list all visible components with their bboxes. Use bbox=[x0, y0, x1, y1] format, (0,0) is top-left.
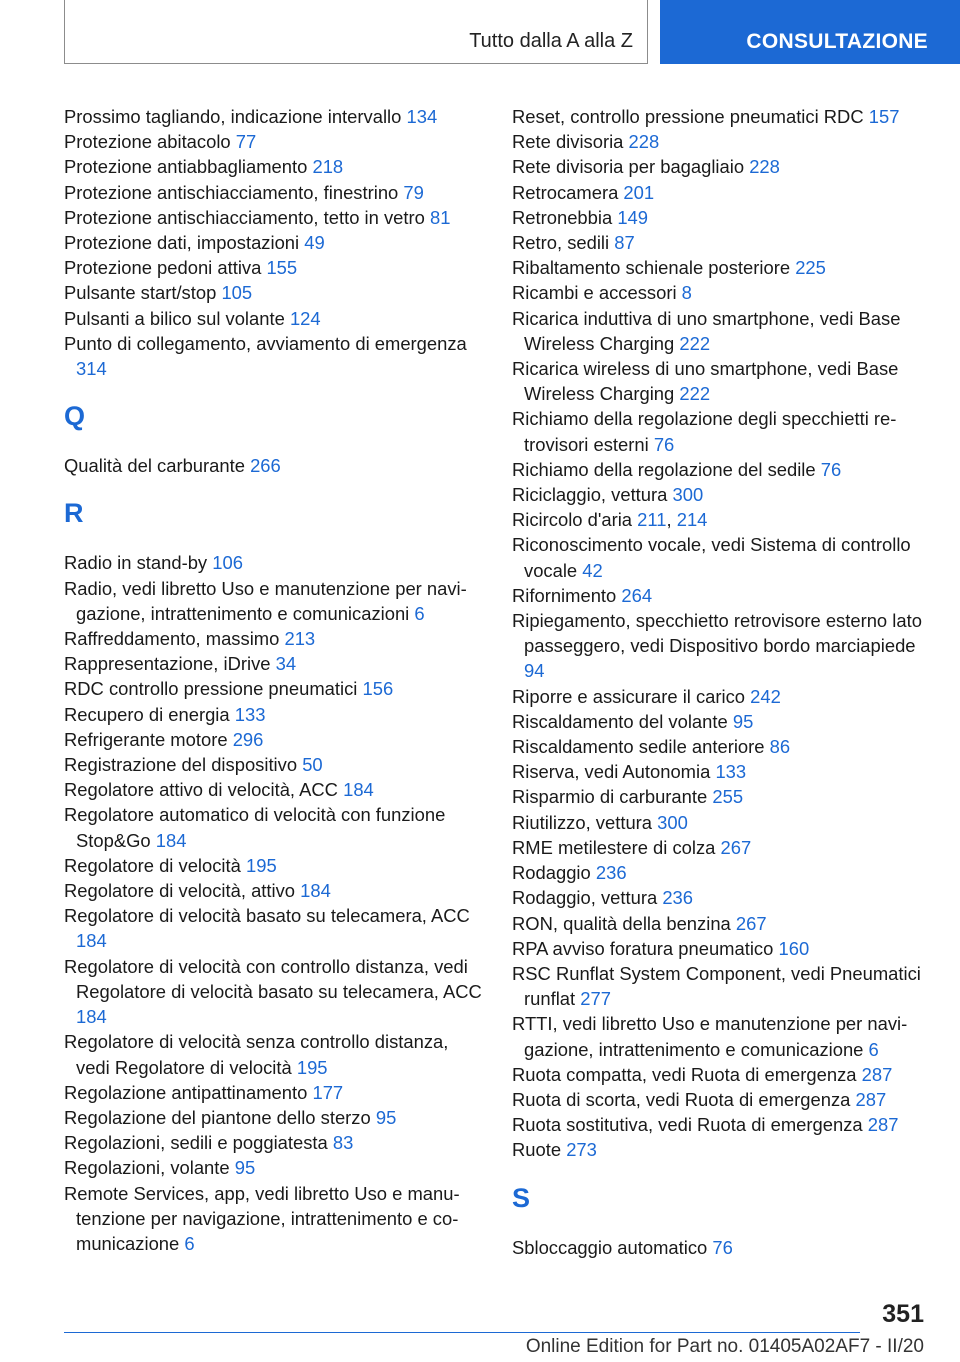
page-reference-link[interactable]: 177 bbox=[312, 1081, 344, 1103]
index-entry-text: Riconoscimento vocale, vedi Sistema di controllo vocale bbox=[512, 534, 911, 581]
index-entry bbox=[64, 1181, 484, 1257]
page-reference-link[interactable]: 195 bbox=[296, 1056, 328, 1078]
page-reference-link[interactable]: 314 bbox=[76, 358, 107, 380]
index-entry bbox=[64, 752, 484, 777]
page-reference-link[interactable]: 86 bbox=[769, 736, 791, 758]
index-entry bbox=[512, 734, 932, 759]
index-entry bbox=[64, 205, 484, 230]
index-entry-text: Richiamo della regolazione degli specchietti retrovisori esterni bbox=[512, 408, 897, 455]
page-reference-link[interactable]: 95 bbox=[234, 1157, 256, 1179]
page-reference-link[interactable]: 211 bbox=[637, 509, 667, 531]
index-entry bbox=[512, 482, 932, 507]
page-reference-link[interactable]: 94 bbox=[524, 660, 545, 682]
page-reference-link[interactable]: 296 bbox=[232, 728, 264, 750]
index-entry bbox=[512, 684, 932, 709]
index-entry-text: Ribaltamento schienale posteriore bbox=[512, 257, 791, 279]
page-reference-link[interactable]: 214 bbox=[676, 509, 708, 531]
page-reference-link[interactable]: 267 bbox=[735, 912, 767, 934]
page-reference-link[interactable]: 76 bbox=[820, 458, 842, 480]
index-entry-text: Pulsanti a bilico sul volante bbox=[64, 307, 285, 329]
index-entry bbox=[64, 853, 484, 878]
index-entry bbox=[512, 154, 932, 179]
page-reference-link[interactable]: 76 bbox=[653, 433, 675, 455]
index-entry bbox=[512, 608, 932, 684]
page-reference-link[interactable]: 6 bbox=[868, 1038, 879, 1060]
page-reference-link[interactable]: 8 bbox=[681, 282, 692, 304]
index-entry-text: Ricarica wireless di uno smartphone, vedi Base Wireless Charging bbox=[512, 358, 899, 405]
index-entry-text: Reset, controllo pressione pneumatici RDC bbox=[512, 106, 864, 127]
index-entry bbox=[64, 180, 484, 205]
page-reference-link[interactable]: 300 bbox=[657, 811, 688, 833]
page-reference-link[interactable]: 222 bbox=[679, 332, 711, 354]
page-reference-link[interactable]: 87 bbox=[614, 232, 635, 254]
page-number: 351 bbox=[882, 1300, 924, 1328]
index-entry-text: Regolazioni, volante bbox=[64, 1157, 230, 1179]
index-entry-text: Retrocamera bbox=[512, 181, 619, 203]
page-reference-link[interactable]: 184 bbox=[155, 829, 187, 851]
index-entry bbox=[512, 306, 932, 356]
index-entry-text: Regolatore di velocità senza controllo distanza, vedi Regolatore di velocità bbox=[64, 1031, 449, 1078]
page-reference-link[interactable]: 267 bbox=[720, 836, 752, 858]
page-reference-link[interactable]: 105 bbox=[221, 282, 253, 304]
index-entry-text: RON, qualità della benzina bbox=[512, 912, 731, 934]
index-entry bbox=[512, 356, 932, 406]
header-section-tab[interactable] bbox=[660, 0, 960, 64]
index-entry-text: Regolatore di velocità bbox=[64, 854, 241, 876]
page-reference-link[interactable]: 184 bbox=[300, 880, 331, 902]
index-entry-text: Protezione antiabbagliamento bbox=[64, 156, 308, 178]
index-entry bbox=[512, 1062, 932, 1087]
index-entry-text: Rete divisoria bbox=[512, 131, 624, 153]
page-reference-link[interactable]: 228 bbox=[628, 131, 660, 153]
page-reference-link[interactable]: 95 bbox=[732, 710, 754, 732]
page-reference-link[interactable]: 277 bbox=[580, 988, 611, 1010]
index-entry bbox=[64, 676, 484, 701]
index-entry-text: Rodaggio bbox=[512, 862, 591, 884]
index-entry bbox=[512, 860, 932, 885]
index-entry bbox=[512, 205, 932, 230]
index-entry bbox=[64, 129, 484, 154]
index-entry-text: Ruota sostitutiva, vedi Ruota di emergenza bbox=[512, 1114, 863, 1136]
page-reference-link[interactable]: 160 bbox=[778, 937, 810, 959]
index-entry: Ricircolo d'aria 211, 214 bbox=[512, 509, 708, 531]
index-entry-text: Rodaggio, vettura bbox=[512, 887, 658, 909]
index-entry-text: RSC Runflat System Component, vedi Pneumatici runflat bbox=[512, 962, 921, 1010]
index-entry-text: Regolatore di velocità basato su telecamera, ACC bbox=[64, 905, 470, 927]
index-entry bbox=[512, 104, 932, 129]
index-entry-text: Riciclaggio, vettura bbox=[512, 484, 668, 506]
page-reference-link[interactable]: 300 bbox=[672, 484, 704, 506]
page-reference-link[interactable]: 81 bbox=[429, 206, 451, 228]
index-entry-text: Riutilizzo, vettura bbox=[512, 811, 653, 833]
index-entry-text: Regolazioni, sedili e poggiatesta bbox=[64, 1132, 328, 1154]
page-reference-link[interactable]: 49 bbox=[304, 232, 325, 254]
index-entry-text: Registrazione del dispositivo bbox=[64, 754, 298, 776]
index-entry-text: Ricarica induttiva di uno smartphone, vedi Base Wireless Charging bbox=[512, 307, 901, 354]
page-reference-link[interactable]: 149 bbox=[617, 206, 649, 228]
index-entry-text: RDC controllo pressione pneumatici bbox=[64, 678, 358, 700]
index-entry bbox=[64, 104, 484, 129]
index-entry bbox=[64, 1105, 484, 1130]
page-reference-link[interactable]: 83 bbox=[332, 1132, 354, 1154]
index-entry bbox=[64, 702, 484, 727]
index-entry bbox=[512, 885, 932, 910]
index-entry-text: Protezione pedoni attiva bbox=[64, 257, 262, 279]
index-entry bbox=[64, 1029, 484, 1079]
page-reference-link[interactable]: 124 bbox=[289, 307, 321, 329]
page-reference-link[interactable]: 287 bbox=[867, 1114, 899, 1136]
page-reference-link[interactable]: 106 bbox=[212, 552, 243, 574]
index-entry-text: Rifornimento bbox=[512, 584, 617, 606]
index-entry bbox=[64, 550, 484, 575]
index-entry-text: Riscaldamento del volante bbox=[512, 710, 728, 732]
index-entry-text: Regolatore di velocità, attivo bbox=[64, 880, 296, 902]
index-entry bbox=[512, 1112, 932, 1137]
index-entry bbox=[512, 835, 932, 860]
index-entry-text: Protezione abitacolo bbox=[64, 131, 231, 153]
index-entry bbox=[64, 651, 484, 676]
index-column-left bbox=[64, 104, 484, 1256]
index-entry bbox=[64, 1155, 484, 1180]
index-entry-text: Remote Services, app, vedi libretto Uso e manutenzione per navigazione, intrattenimento e comunicazione bbox=[64, 1182, 460, 1254]
page-reference-link[interactable]: 95 bbox=[375, 1106, 397, 1128]
page-reference-link[interactable]: 133 bbox=[234, 703, 266, 725]
page-reference-link[interactable]: 79 bbox=[403, 181, 424, 203]
index-entry-text: Ricircolo d'aria bbox=[512, 509, 633, 531]
index-entry-text: Retro, sedili bbox=[512, 232, 610, 254]
index-entry-text: Rappresentazione, iDrive bbox=[64, 653, 271, 675]
index-entry-text: RTTI, vedi libretto Uso e manutenzione per navigazione, intrattenimento e comunicazione bbox=[512, 1013, 908, 1060]
index-entry-text: Sbloccaggio automatico bbox=[512, 1236, 708, 1258]
index-entry bbox=[512, 1087, 932, 1112]
index-entry-text: Ripiegamento, specchietto retrovisore esterno lato passeggero, vedi Dispositivo bordo marciapiede bbox=[512, 610, 922, 657]
index-entry-text: Pulsante start/stop bbox=[64, 282, 217, 304]
header-chapter-title: Tutto dalla A alla Z bbox=[469, 30, 633, 52]
page-reference-link[interactable]: 266 bbox=[250, 455, 281, 477]
index-entry-text: Ruota compatta, vedi Ruota di emergenza bbox=[512, 1063, 857, 1085]
page-reference-link[interactable]: 236 bbox=[662, 887, 693, 909]
index-entry-text: Protezione dati, impostazioni bbox=[64, 232, 300, 254]
header-chapter-box bbox=[64, 0, 648, 64]
index-entry-text: Regolatore automatico di velocità con funzione Stop&Go bbox=[64, 804, 446, 851]
index-entry-text: Ricambi e accessori bbox=[512, 282, 677, 304]
index-entry-text: Refrigerante motore bbox=[64, 728, 228, 750]
page-reference-link[interactable]: 184 bbox=[76, 1006, 107, 1028]
index-entry bbox=[64, 878, 484, 903]
index-entry bbox=[64, 626, 484, 651]
page-reference-link[interactable]: 287 bbox=[861, 1063, 893, 1085]
index-entry bbox=[512, 1235, 932, 1260]
page-reference-link[interactable]: 242 bbox=[750, 685, 781, 707]
page-reference-link[interactable]: 156 bbox=[362, 678, 394, 700]
index-entry bbox=[64, 306, 484, 331]
index-entry bbox=[512, 406, 932, 456]
page-reference-link[interactable]: 287 bbox=[855, 1088, 887, 1110]
index-entry bbox=[64, 453, 484, 478]
page-reference-link[interactable]: 195 bbox=[245, 854, 277, 876]
index-entry bbox=[512, 180, 932, 205]
index-entry bbox=[512, 532, 932, 582]
index-entry bbox=[512, 759, 932, 784]
page-reference-link[interactable]: 236 bbox=[595, 862, 627, 884]
page-reference-link[interactable]: 273 bbox=[566, 1139, 597, 1161]
page-reference-link[interactable]: 134 bbox=[406, 106, 438, 127]
index-entry bbox=[64, 154, 484, 179]
index-entry-text: Prossimo tagliando, indicazione intervallo bbox=[64, 106, 402, 127]
page-reference-link[interactable]: 222 bbox=[679, 383, 711, 405]
index-entry bbox=[512, 129, 932, 154]
index-entry-text: Risparmio di carburante bbox=[512, 786, 708, 808]
page-reference-link[interactable]: 155 bbox=[266, 257, 298, 279]
index-entry-text: Regolatore di velocità con controllo distanza, vedi Regolatore di velocità basato su telecamera, ACC bbox=[64, 955, 482, 1002]
index-entry bbox=[512, 911, 932, 936]
index-entry-text: Protezione antischiacciamento, finestrino bbox=[64, 181, 399, 203]
page-reference-link[interactable]: 133 bbox=[715, 761, 747, 783]
index-entry bbox=[512, 583, 932, 608]
index-entry bbox=[64, 230, 484, 255]
index-entry-text: Retronebbia bbox=[512, 206, 613, 228]
index-entry-text: Ruota di scorta, vedi Ruota di emergenza bbox=[512, 1088, 851, 1110]
page-reference-link[interactable]: 50 bbox=[302, 754, 323, 776]
index-entry bbox=[512, 784, 932, 809]
index-entry bbox=[64, 802, 484, 852]
index-entry-text: Ruote bbox=[512, 1139, 562, 1161]
index-column-right bbox=[512, 104, 932, 1260]
index-letter-heading: Q bbox=[64, 401, 86, 432]
index-entry-text: Richiamo della regolazione del sedile bbox=[512, 458, 816, 480]
index-entry bbox=[512, 709, 932, 734]
page-reference-link[interactable]: 218 bbox=[312, 156, 344, 178]
index-entry bbox=[64, 777, 484, 802]
footer-edition: Online Edition for Part no. 01405A02AF7 - II/20 bbox=[525, 1336, 924, 1357]
index-entry bbox=[64, 903, 484, 953]
page-reference-link[interactable]: 213 bbox=[284, 628, 316, 650]
index-entry bbox=[64, 727, 484, 752]
page-reference-link[interactable]: 34 bbox=[275, 653, 297, 675]
page-reference-link[interactable]: 42 bbox=[582, 559, 603, 581]
index-entry-text: Regolazione del piantone dello sterzo bbox=[64, 1106, 371, 1128]
index-entry-text: Rete divisoria per bagagliaio bbox=[512, 156, 745, 178]
index-entry-text: Raffreddamento, massimo bbox=[64, 628, 280, 650]
page-reference-link[interactable]: 6 bbox=[184, 1232, 195, 1254]
index-entry bbox=[512, 280, 932, 305]
page-reference-link[interactable]: 228 bbox=[749, 156, 780, 178]
page-reference-link[interactable]: 157 bbox=[868, 106, 900, 127]
index-entry bbox=[512, 255, 932, 280]
index-entry bbox=[512, 936, 932, 961]
header-section-title: CONSULTAZIONE bbox=[746, 30, 928, 53]
index-entry-text: RME metilestere di colza bbox=[512, 836, 716, 858]
index-letter-heading: S bbox=[512, 1182, 531, 1213]
footer-divider bbox=[64, 1332, 860, 1333]
index-entry bbox=[512, 457, 932, 482]
index-entry-text: RPA avviso foratura pneumatico bbox=[512, 937, 774, 959]
page-reference-link[interactable]: 184 bbox=[343, 779, 374, 801]
index-entry bbox=[512, 1137, 932, 1162]
index-entry bbox=[64, 1130, 484, 1155]
index-entry-text: Regolatore attivo di velocità, ACC bbox=[64, 779, 338, 801]
index-entry-text: Punto di collegamento, avviamento di emergenza bbox=[64, 332, 467, 354]
index-entry-text: Riscaldamento sedile anteriore bbox=[512, 736, 765, 758]
index-entry-text: Qualità del carburante bbox=[64, 455, 245, 477]
page-reference-link[interactable]: 201 bbox=[623, 181, 655, 203]
index-entry bbox=[64, 331, 484, 381]
page-reference-link[interactable]: 6 bbox=[414, 602, 425, 624]
index-entry bbox=[64, 954, 484, 1030]
index-entry bbox=[512, 961, 932, 1011]
index-entry-text: Radio in stand-by bbox=[64, 552, 208, 574]
index-entry-text: Radio, vedi libretto Uso e manutenzione per navigazione, intrattenimento e comunicazioni bbox=[64, 577, 467, 624]
index-entry bbox=[64, 280, 484, 305]
index-entry bbox=[512, 230, 932, 255]
index-entry-text: Riporre e assicurare il carico bbox=[512, 685, 746, 707]
page-reference-link[interactable]: 77 bbox=[235, 131, 257, 153]
index-letter-heading: R bbox=[64, 498, 84, 529]
index-entry-text: Riserva, vedi Autonomia bbox=[512, 761, 711, 783]
index-entry bbox=[512, 1011, 932, 1061]
index-entry bbox=[64, 1080, 484, 1105]
page-reference-link[interactable]: 225 bbox=[795, 257, 826, 279]
page-reference-link[interactable]: 255 bbox=[712, 786, 744, 808]
index-entry-text: Protezione antischiacciamento, tetto in vetro bbox=[64, 206, 425, 228]
index-entry bbox=[64, 255, 484, 280]
index-entry bbox=[64, 576, 484, 626]
page-reference-link[interactable]: 76 bbox=[712, 1236, 733, 1258]
page-reference-link[interactable]: 184 bbox=[76, 930, 107, 952]
page-reference-link[interactable]: 264 bbox=[621, 584, 653, 606]
index-entry-text: Recupero di energia bbox=[64, 703, 230, 725]
index-entry bbox=[512, 810, 932, 835]
index-entry-text: Regolazione antipattinamento bbox=[64, 1081, 308, 1103]
